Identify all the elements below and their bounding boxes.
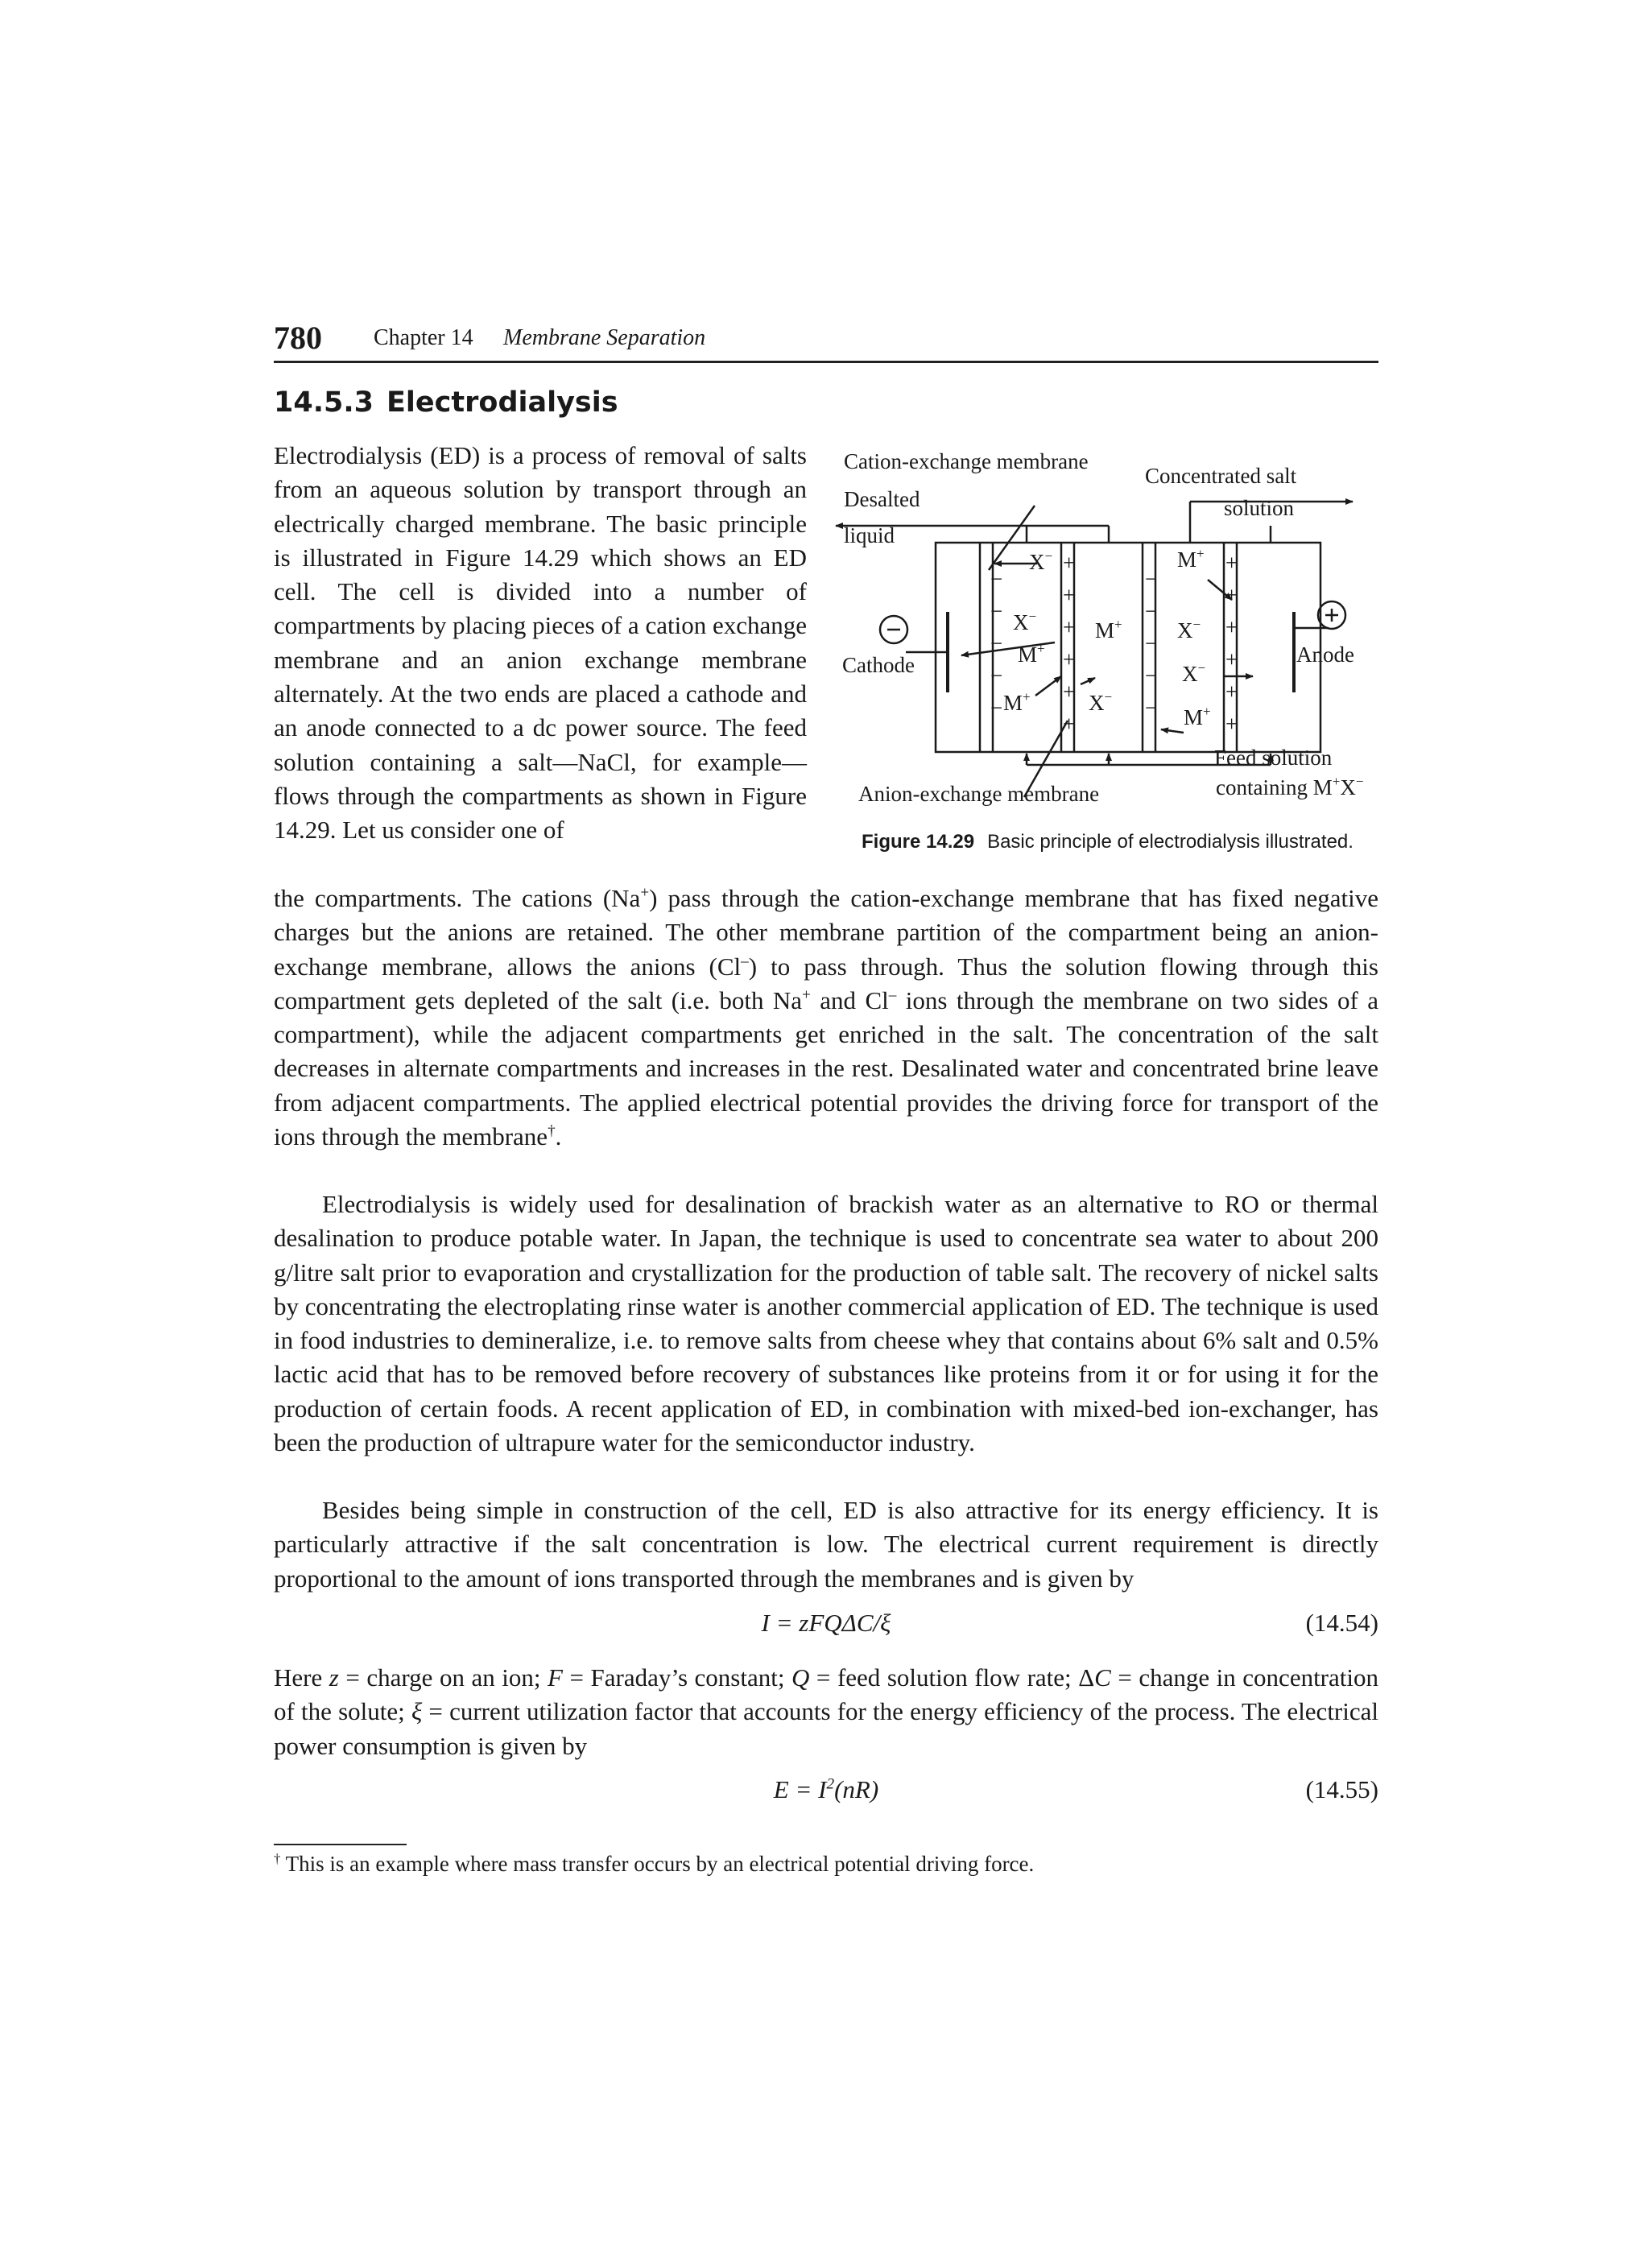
electrodialysis-diagram [829, 443, 1385, 829]
cation-label: M+ [1177, 546, 1205, 572]
cation-label: M+ [1003, 689, 1031, 715]
section-heading [274, 386, 618, 419]
paragraph-1-continued [274, 882, 1378, 1154]
running-header [274, 317, 1378, 363]
section-title: Electrodialysis [386, 386, 618, 419]
cation-label: M+ [1095, 617, 1122, 642]
equation-number: (14.55) [1305, 1775, 1378, 1803]
paragraph-1-wrapped: Electrodialysis (ED) is a process of removal of salts from an aqueous solution by transport through an electrically charged membrane. The basic principle is illustrated in Figure 14.29 which shows an ED cell. The cell is divided into a number of compartments by placing pieces of a cation exchange membrane and an anion exchange membrane alternately. At the two ends are placed a cathode and an anode connected to a dc power source. The feed solution containing a salt—NaCl, for example—flows through the compartments as shown in Figure 14.29. Let us consider one of [274, 441, 807, 845]
p1-text-b: ) pass through the cation-exchange membrane that has fixed negative charges but the anions are retained. The other membrane partition of the compartment being an anion-exchange membrane, allows the anions (Cl [274, 884, 1378, 981]
label-concentrated-salt: solution [1224, 496, 1295, 520]
chapter-label: Chapter 14 [374, 325, 473, 350]
fixed-charge-minus: − [990, 599, 1003, 623]
plus-superscript: + [802, 986, 811, 1004]
fixed-charge-plus: + [1063, 680, 1076, 704]
var-q: Q [791, 1663, 810, 1692]
label-desalted: Desalted [844, 487, 920, 511]
figure-caption-text: Basic principle of electrodialysis illustrated. [987, 831, 1354, 853]
label-anode: Anode [1296, 642, 1354, 667]
fixed-charge-minus: − [1145, 567, 1158, 591]
p1-text-c: ) to pass through. Thus the solution flowing through this compartment gets depleted of the salt (i.e. both Na [274, 952, 1378, 1014]
paragraph-4 [274, 1661, 1378, 1763]
paragraph-3: Besides being simple in construction of the cell, ED is also attractive for its energy efficiency. It is particularly attractive if the salt concentration is low. The electrical current requirement is directly proportional to the amount of ions transported through the membranes and is given by [274, 1496, 1378, 1593]
var-xi: ξ [411, 1697, 423, 1726]
p1-text-a: the compartments. The cations (Na [274, 884, 641, 912]
fixed-charge-minus: − [1145, 631, 1158, 655]
fixed-charge-minus: − [1145, 663, 1158, 688]
minus-superscript: – [741, 952, 749, 970]
ion-arrow [1035, 676, 1061, 696]
label-feed-solution: containing M+X− [1216, 774, 1364, 799]
fixed-charge-plus: + [1225, 615, 1238, 639]
footnote [274, 1852, 1034, 1877]
ion-arrow [1081, 678, 1095, 684]
anion-label: X− [1029, 548, 1053, 574]
equation-number: (14.54) [1305, 1609, 1378, 1637]
label-desalted: liquid [844, 523, 895, 547]
p4-text: = change in concentration of the solute; [274, 1663, 1378, 1726]
fixed-charge-plus: + [1063, 615, 1076, 639]
plus-superscript: + [640, 884, 650, 902]
label-feed-solution: Feed solution [1214, 746, 1333, 770]
anion-label: X− [1013, 609, 1037, 634]
fixed-charge-minus: − [990, 696, 1003, 720]
fixed-charge-plus: + [1063, 647, 1076, 671]
label-anion-membrane: Anion-exchange membrane [858, 782, 1100, 806]
var-c: C [1094, 1663, 1111, 1692]
anion-label: X− [1089, 689, 1113, 715]
fixed-charge-minus: − [1145, 599, 1158, 623]
cation-label: M+ [1018, 641, 1045, 667]
fixed-charge-plus: + [1063, 551, 1076, 575]
ions [1003, 546, 1211, 729]
cation-label: M+ [1184, 704, 1211, 729]
fixed-charge-plus: + [1225, 680, 1238, 704]
anion-label: X− [1182, 660, 1206, 686]
ion-arrow [1161, 729, 1184, 733]
label-cation-membrane: Cation-exchange membrane [844, 449, 1089, 473]
footnote-mark: † [274, 1851, 281, 1866]
fixed-charge-plus: + [1225, 712, 1238, 736]
equation-superscript: 2 [826, 1775, 835, 1793]
electrodialysis-figure [829, 443, 1385, 861]
fixed-charge-minus: − [990, 631, 1003, 655]
p1-text-e: ions through the membrane on two sides of a compartment), while the adjacent compartments get enriched in the salt. The concentration of the salt decreases in alternate compartments and increases in the rest. Desalinated water and concentrated brine leave from adjacent compartments. The applied electrical potential provides the driving force for transport of the ions through the membrane [274, 985, 1378, 1151]
var-f: F [548, 1663, 563, 1692]
fixed-charge-plus: + [1063, 712, 1076, 736]
equation-part: (nR) [834, 1775, 879, 1803]
chapter-title: Membrane Separation [503, 325, 706, 350]
p4-text: = charge on an ion; [338, 1663, 548, 1692]
p4-lead: Here [274, 1663, 329, 1692]
equation-14-54 [274, 1609, 1378, 1644]
label-cathode: Cathode [842, 653, 915, 677]
footnote-marker: † [548, 1122, 556, 1140]
fixed-charge-minus: − [1145, 696, 1158, 720]
fixed-charge-plus: + [1225, 647, 1238, 671]
paragraph-2: Electrodialysis is widely used for desalination of brackish water as an alternative to RO or thermal desalination to produce potable water. In Japan, the technique is used to concentrate sea water to about 200 g/litre salt prior to evaporation and crystallization for the production of table salt. The recovery of nickel salts by concentrating the electroplating rinse water is another commercial application of ED. The technique is used in food industries to demineralize, i.e. to remove salts from cheese whey that contains about 6% salt and 0.5% lactic acid that has to be removed before recovery of substances like proteins from it or for using it for the production of certain foods. A recent application of ED, in combination with mixed-bed ion-exchanger, has been the production of ultrapure water for the semiconductor industry. [274, 1190, 1378, 1457]
p4-text: = feed solution flow rate; Δ [809, 1663, 1095, 1692]
fixed-charge-plus: + [1063, 583, 1076, 607]
p1-period: . [555, 1122, 562, 1151]
footnote-text: This is an example where mass transfer occurs by an electrical potential driving force. [280, 1852, 1035, 1876]
label-concentrated-salt: Concentrated salt [1145, 464, 1297, 488]
equation-body [274, 1775, 1378, 1804]
p4-text: = current utilization factor that accounts for the energy efficiency of the process. The electrical power consumption is given by [274, 1697, 1379, 1760]
fixed-charge-plus: + [1225, 551, 1238, 575]
minus-superscript: – [888, 986, 897, 1004]
equation-14-55 [274, 1775, 1378, 1811]
p4-text: = Faraday’s constant; [562, 1663, 792, 1692]
page-number: 780 [274, 320, 322, 356]
section-number: 14.5.3 [274, 386, 374, 419]
fixed-charge-minus: − [990, 663, 1003, 688]
var-z: z [329, 1663, 339, 1692]
equation-part: E = I [773, 1775, 827, 1803]
cation-membrane-leader [989, 506, 1035, 570]
equation-body: I = zFQΔC/ξ [761, 1609, 891, 1637]
footnote-rule [274, 1844, 407, 1845]
figure-number: Figure 14.29 [862, 831, 975, 853]
figure-caption [862, 831, 1354, 853]
anion-label: X− [1177, 617, 1201, 642]
fixed-charge-minus: − [990, 567, 1003, 591]
p1-text-d: and Cl [810, 985, 889, 1014]
fixed-charge-plus: + [1225, 583, 1238, 607]
